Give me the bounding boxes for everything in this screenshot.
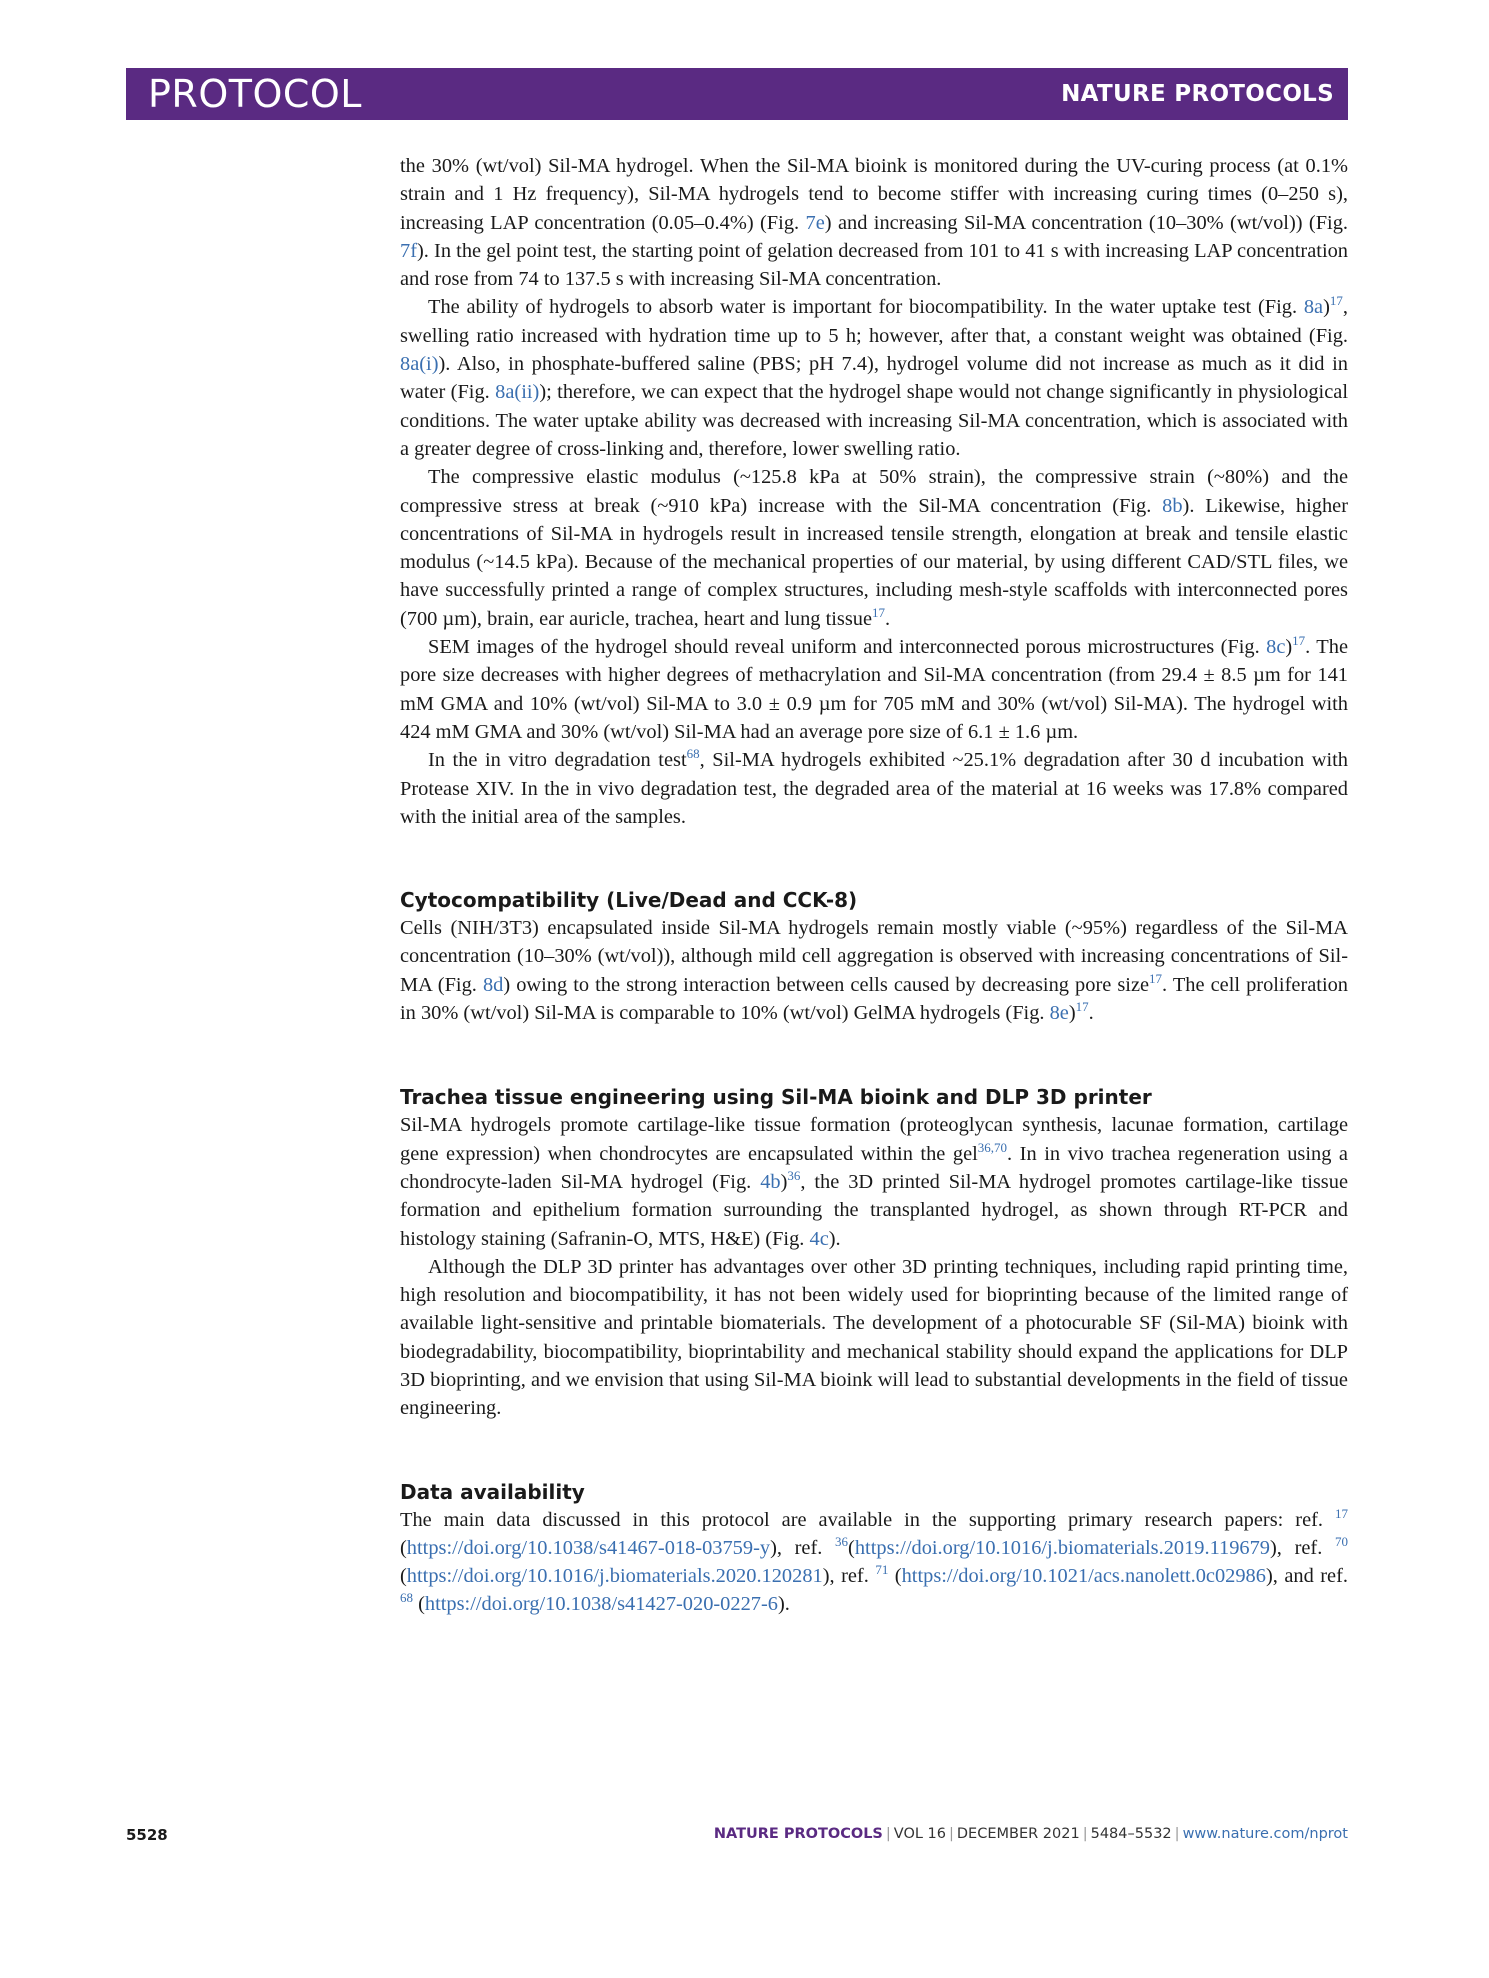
footer-separator: | <box>949 1826 954 1842</box>
reference-link-17[interactable]: 17 <box>1335 1505 1348 1521</box>
reference-link-68[interactable]: 68 <box>686 746 700 762</box>
reference-link-36-70[interactable]: 36,70 <box>977 1139 1008 1155</box>
article-type-label: PROTOCOL <box>148 72 362 116</box>
paragraph-cytocompatibility: Cells (NIH/3T3) encapsulated inside Sil-MA hydrogels remain mostly viable (~95%) regardless of the Sil-MA concentration (10–30% (wt/vol)), although mild cell aggregation is observed with increasing concentrations of Sil-MA (Fig. 8d) owing to the strong interaction between cells caused by decreasing pore size$^{17}$. The cell proliferation in 30% (wt/vol) Sil-MA is comparable to 10% (wt/vol) GelMA hydrogels (Fig. 8e)$^{17}$. <box>400 917 1349 1025</box>
figure-link-8b[interactable]: 8b <box>1162 494 1183 517</box>
doi-link-ref-70[interactable]: https://doi.org/10.1016/j.biomaterials.2020.120281 <box>406 1565 823 1588</box>
paragraph-uv-curing: the 30% (wt/vol) Sil-MA hydrogel. When the Sil-MA bioink is monitored during the UV-curing process (at 0.1% strain and 1 Hz frequency), Sil-MA hydrogels tend to become stiffer with increasing curing times (0–250 s), increasing LAP concentration (0.05–0.4%) (Fig. 7e) and increasing Sil-MA concentration (10–30% (wt/vol)) (Fig. 7f). In the gel point test, the starting point of gelation decreased from 101 to 41 s with increasing LAP concentration and rose from 74 to 137.5 s with increasing Sil-MA concentration. <box>400 155 1349 291</box>
reference-link-17[interactable]: 17 <box>872 604 886 620</box>
reference-link-70[interactable]: 70 <box>1335 1534 1348 1550</box>
reference-link-17[interactable]: 17 <box>1292 633 1306 649</box>
paragraph-degradation: In the in vitro degradation test$^{68}$, Sil-MA hydrogels exhibited ~25.1% degradation after 30 d incubation with Protease XIV. In the in vivo degradation test, the degraded area of the material at 16 weeks was 17.8% compared with the initial area of the samples. <box>400 746 1348 828</box>
reference-link-71[interactable]: 71 <box>875 1562 889 1578</box>
reference-link-68[interactable]: 68 <box>400 1590 413 1606</box>
doi-link-ref-17[interactable]: https://doi.org/10.1038/s41467-018-03759-y <box>406 1536 771 1559</box>
journal-name: NATURE PROTOCOLS <box>1061 81 1334 107</box>
paragraph-data-availability: The main data discussed in this protocol are available in the supporting primary research papers: ref. $^{17}$ (https://doi.org/10.1038/s41467-018-03759-y), ref. $^{36}$(https://doi.org/10.1016/j.biomaterials.2019.119679), ref. $^{70}$ (https://doi.org/10.1016/j.biomaterials.2020.120281), ref. $^{71}$ (https://doi.org/10.1021/acs.nanolett.0c02986), and ref. $^{68}$ (https://doi.org/10.1038/s41427-020-0227-6). <box>400 1505 1348 1616</box>
figure-link-7e[interactable]: 7e <box>805 211 825 234</box>
figure-link-8a[interactable]: 8a <box>1303 296 1324 319</box>
figure-link-8e[interactable]: 8e <box>1049 1002 1069 1025</box>
footer-volume: VOL 16 <box>893 1826 946 1842</box>
paragraph-sem: SEM images of the hydrogel should reveal uniform and interconnected porous microstructures (Fig. 8c)$^{17}$. The pore size decreases with higher degrees of methacrylation and Sil-MA concentration (from 29.4 ± 8.5 µm for 141 mM GMA and 10% (wt/vol) Sil-MA to 3.0 ± 0.9 µm for 705 mM and 30% (wt/vol) Sil-MA). The hydrogel with 424 mM GMA and 30% (wt/vol) Sil-MA had an average pore size of 6.1 ± 1.6 µm. <box>400 633 1349 743</box>
section-heading-data-availability: Data availability <box>400 1479 585 1504</box>
footer-separator: | <box>1174 1826 1180 1842</box>
figure-link-7f[interactable]: 7f <box>400 239 417 262</box>
reference-link-17[interactable]: 17 <box>1149 970 1163 986</box>
footer-pages: 5484–5532 <box>1090 1826 1172 1842</box>
footer-journal: NATURE PROTOCOLS <box>713 1826 883 1842</box>
reference-link-36[interactable]: 36 <box>787 1168 801 1184</box>
footer-issue: DECEMBER 2021 <box>956 1826 1080 1842</box>
reference-link-17[interactable]: 17 <box>1329 293 1343 309</box>
figure-link-4b[interactable]: 4b <box>760 1170 781 1193</box>
footer-url-link[interactable]: www.nature.com/nprot <box>1182 1826 1348 1842</box>
reference-link-17[interactable]: 17 <box>1075 999 1089 1015</box>
section-heading-trachea: Trachea tissue engineering using Sil-MA bioink and DLP 3D printer <box>400 1085 1152 1110</box>
figure-link-8a-ii[interactable]: 8a(ii) <box>495 381 540 404</box>
page-number: 5528 <box>126 1826 168 1844</box>
section-heading-cytocompatibility: Cytocompatibility (Live/Dead and CCK-8) <box>400 888 858 913</box>
paragraph-mechanical: The compressive elastic modulus (~125.8 kPa at 50% strain), the compressive strain (~80%) and the compressive stress at break (~910 kPa) increase with the Sil-MA concentration (Fig. 8b). Likewise, higher concentrations of Sil-MA in hydrogels result in increased tensile strength, elongation at break and tensile elastic modulus (~14.5 kPa). Because of the mechanical properties of our material, by using different CAD/STL files, we have successfully printed a range of complex structures, including mesh-style scaffolds with interconnected pores (700 µm), brain, ear auricle, trachea, heart and lung tissue$^{17}$. <box>400 466 1349 630</box>
doi-link-ref-71[interactable]: https://doi.org/10.1021/acs.nanolett.0c02986 <box>901 1565 1266 1588</box>
paragraph-water-uptake: The ability of hydrogels to absorb water is important for biocompatibility. In the water uptake test (Fig. 8a)$^{17}$, swelling ratio increased with hydration time up to 5 h; however, after that, a constant weight was obtained (Fig. 8a(i)). Also, in phosphate-buffered saline (PBS; pH 7.4), hydrogel volume did not increase as much as it did in water (Fig. 8a(ii)); therefore, we can expect that the hydrogel shape would not change significantly in physiological conditions. The water uptake ability was decreased with increasing Sil-MA concentration, which is associated with a greater degree of cross-linking and, therefore, lower swelling ratio. <box>400 293 1348 460</box>
doi-link-ref-68[interactable]: https://doi.org/10.1038/s41427-020-0227-6 <box>424 1593 778 1616</box>
header-bar <box>126 68 1348 120</box>
article-body <box>400 152 1348 1619</box>
figure-link-8d[interactable]: 8d <box>482 973 504 996</box>
paragraph-dlp-printer: Although the DLP 3D printer has advantages over other 3D printing techniques, including rapid printing time, high resolution and biocompatibility, it has not been widely used for bioprinting because of the limited range of available light-sensitive and printable biomaterials. The development of a photocurable SF (Sil-MA) bioink with biodegradability, biocompatibility, bioprintability and mechanical stability should expand the applications for DLP 3D bioprinting, and we envision that using Sil-MA bioink will lead to substantial developments in the field of tissue engineering. <box>400 1255 1348 1420</box>
figure-link-8a-i[interactable]: 8a(i) <box>400 353 439 376</box>
footer-separator: | <box>1082 1826 1088 1842</box>
reference-link-36[interactable]: 36 <box>835 1534 849 1550</box>
footer-separator: | <box>885 1826 891 1842</box>
figure-link-4c[interactable]: 4c <box>809 1227 829 1250</box>
doi-link-ref-36[interactable]: https://doi.org/10.1016/j.biomaterials.2019.119679 <box>854 1536 1271 1559</box>
footer-citation <box>714 1826 1348 1842</box>
figure-link-8c[interactable]: 8c <box>1266 636 1286 659</box>
paragraph-trachea-regeneration: Sil-MA hydrogels promote cartilage-like tissue formation (proteoglycan synthesis, lacunae formation, cartilage gene expression) when chondrocytes are encapsulated within the gel$^{36,70}$. In in vivo trachea regeneration using a chondrocyte-laden Sil-MA hydrogel (Fig. 4b)$^{36}$, the 3D printed Sil-MA hydrogel promotes cartilage-like tissue formation and epithelium formation surrounding the transplanted hydrogel, as shown through RT-PCR and histology staining (Safranin-O, MTS, H&E) (Fig. 4c). <box>400 1114 1348 1250</box>
